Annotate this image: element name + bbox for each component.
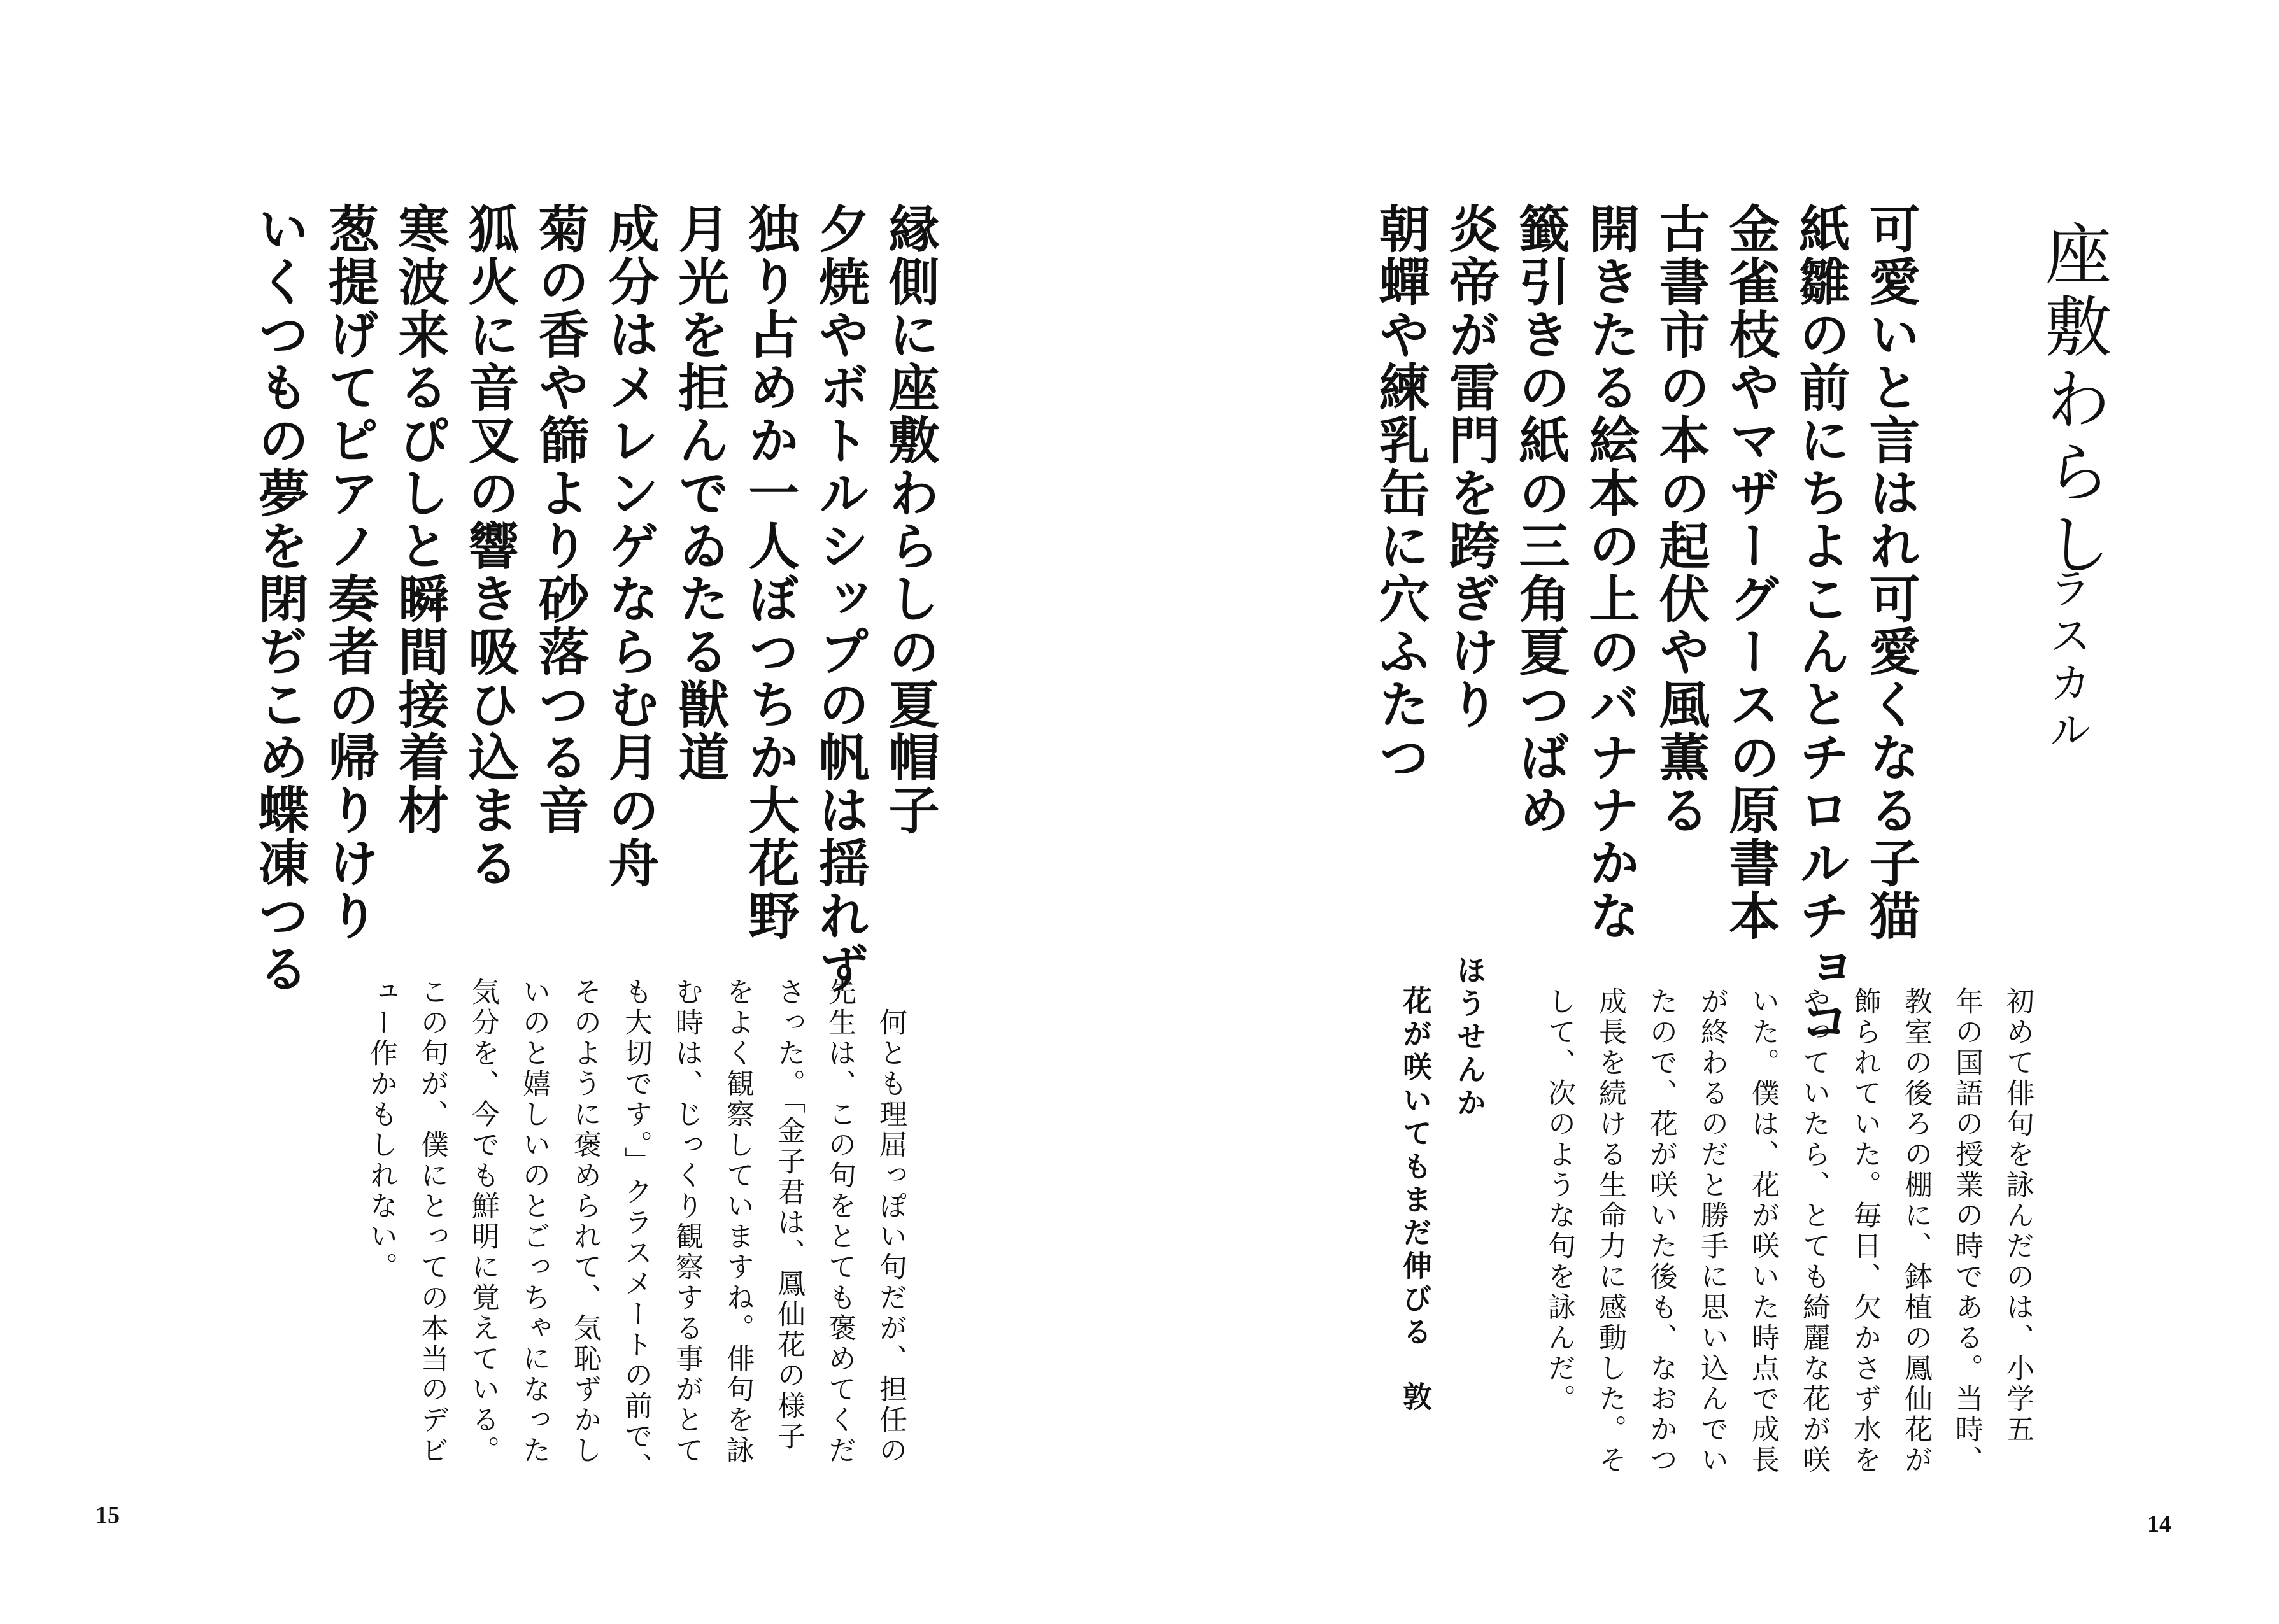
section-title: 座敷わらし [2034, 220, 2112, 583]
left-poem-list [242, 202, 942, 995]
essay-line: そのように褒められて、気恥ずかし [569, 977, 601, 1466]
essay-line: 先生は、この句をとても褒めてくだ [823, 977, 856, 1466]
essay-line: 年の国語の授業の時である。当時、 [1950, 987, 1983, 1476]
essay-line: 飾られていた。毎日、欠かさず水を [1849, 987, 1881, 1476]
poem-line: 可愛いと言はれ可愛くなる子猫 [1861, 202, 1920, 942]
essay-line: いのと嬉しいのとごっちゃになった [518, 977, 550, 1466]
essay-line: 教室の後ろの棚に、鉢植の鳳仙花が [1899, 987, 1932, 1476]
page-number-left: 15 [96, 1502, 120, 1529]
poem-line: 月光を拒んでゐたる獣道 [670, 202, 730, 784]
right-essay-text [1535, 987, 2044, 1476]
essay-line: たので、花が咲いた後も、なおかつ [1645, 987, 1677, 1476]
essay-line: やっていたら、とても綺麗な花が咲 [1798, 987, 1830, 1476]
essay-line: 気分を、今でも鮮明に覚えている。 [467, 977, 499, 1466]
essay-line: ュー作かもしれない。 [365, 977, 397, 1283]
essay-line: が終わるのだと勝手に思い込んでい [1696, 987, 1728, 1476]
poem-line: 狐火に音叉の響き吸ひ込まる [460, 202, 520, 889]
poem-line: 開きたる絵本の上のバナナかな [1580, 202, 1640, 942]
poem-line: 炎帝が雷門を跨ぎけり [1440, 202, 1500, 731]
quoted-haiku-author: 敦 [1398, 1381, 1433, 1415]
poem-line: 葱提げてピアノ奏者の帰りけり [320, 202, 380, 942]
poem-line: 夕焼やボトルシップの帆は揺れず [810, 202, 870, 995]
essay-line: この句が、僕にとっての本当のデビ [416, 977, 448, 1466]
essay-line: む時は、じっくり観察する事がとて [671, 977, 703, 1466]
left-essay-text [357, 977, 917, 1483]
essay-line: して、次のような句を詠んだ。 [1543, 987, 1575, 1415]
author-name: ラスカル [2042, 567, 2091, 755]
poem-line: 籤引きの紙の三角夏つばめ [1510, 202, 1570, 837]
essay-line: いた。僕は、花が咲いた時点で成長 [1747, 987, 1779, 1476]
essay-line: 成長を続ける生命力に感動した。そ [1594, 987, 1626, 1476]
poem-line: 古書市の本の起伏や風薫る [1651, 202, 1710, 837]
essay-line: 何とも理屈っぽい句だが、担任の [874, 977, 907, 1466]
poem-line: 独り占めか一人ぼつちか大花野 [740, 202, 800, 942]
poem-line: 朝蟬や練乳缶に穴ふたつ [1370, 202, 1430, 784]
quoted-haiku-line-1: ほうせんか [1452, 955, 1487, 1120]
essay-line: も大切です。」クラスメートの前で、 [620, 977, 652, 1483]
poem-line: 縁側に座敷わらしの夏帽子 [880, 202, 940, 837]
page-number-right: 14 [2147, 1511, 2171, 1537]
poem-line: 紙雛の前にちよこんとチロルチョコ [1791, 202, 1850, 1048]
essay-line: 初めて俳句を詠んだのは、小学五 [2001, 987, 2034, 1445]
poem-line: 菊の香や篩より砂落つる音 [530, 202, 590, 837]
essay-line: さった。「金子君は、鳳仙花の様子 [772, 977, 805, 1452]
poem-line: 成分はメレンゲならむ月の舟 [600, 202, 660, 889]
poem-line: いくつもの夢を閉ぢこめ蝶凍つる [250, 202, 309, 995]
essay-line: をよく観察していますね。俳句を詠 [721, 977, 754, 1466]
quoted-haiku-line-2: 花が咲いてもまだ伸びる [1398, 985, 1433, 1350]
poem-line: 寒波来るぴしと瞬間接着材 [390, 202, 450, 837]
poem-line: 金雀枝やマザーグースの原書本 [1721, 202, 1780, 942]
